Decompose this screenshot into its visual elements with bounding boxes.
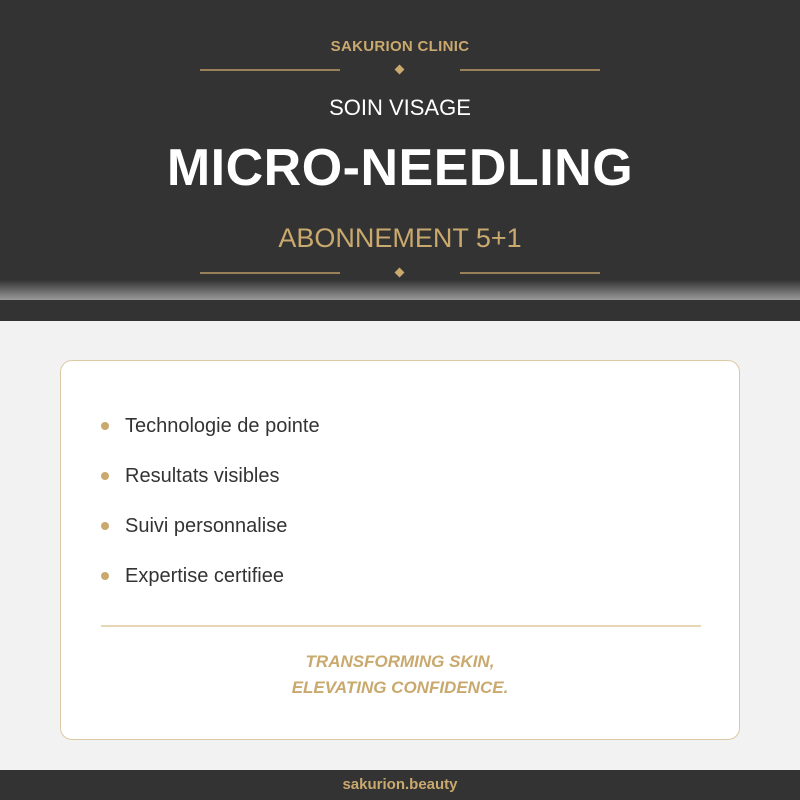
feature-label: Resultats visibles <box>125 464 280 487</box>
service-category: SOIN VISAGE <box>329 95 471 120</box>
bullet-dot-icon <box>101 422 109 430</box>
feature-label: Technologie de pointe <box>125 414 320 437</box>
header-banner <box>0 0 800 321</box>
features-card <box>60 360 740 740</box>
divider-line-left <box>200 69 340 71</box>
list-item <box>101 501 320 551</box>
ornament-divider-top <box>200 65 600 75</box>
list-item <box>101 401 320 451</box>
divider-line-left <box>200 272 340 274</box>
diamond-icon <box>395 268 405 278</box>
list-item <box>101 451 320 501</box>
tagline <box>61 649 739 701</box>
feature-list <box>101 401 320 601</box>
bullet-dot-icon <box>101 572 109 580</box>
feature-label: Expertise certifiee <box>125 564 284 587</box>
divider-line-right <box>460 272 600 274</box>
card-divider <box>101 625 701 627</box>
page-title: MICRO-NEEDLING <box>166 139 634 197</box>
bullet-dot-icon <box>101 472 109 480</box>
bullet-dot-icon <box>101 522 109 530</box>
footer-website: sakurion.beauty <box>0 770 800 800</box>
header-gradient-band <box>0 280 800 300</box>
brand-name: SAKURION CLINIC <box>330 38 470 55</box>
tagline-line-2: ELEVATING CONFIDENCE. <box>291 678 509 697</box>
list-item <box>101 551 320 601</box>
tagline-line-1: TRANSFORMING SKIN, <box>305 652 495 671</box>
divider-line-right <box>460 69 600 71</box>
offer-label: ABONNEMENT 5+1 <box>278 223 522 253</box>
ornament-divider-bottom <box>200 268 600 278</box>
feature-label: Suivi personnalise <box>125 514 288 537</box>
diamond-icon <box>395 65 405 75</box>
